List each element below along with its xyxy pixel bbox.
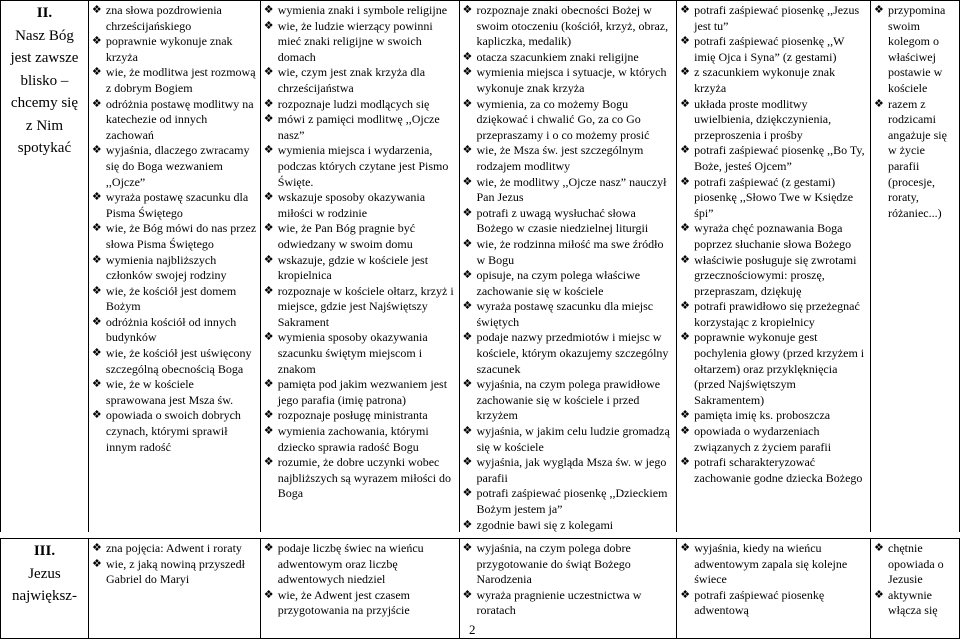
diamond-bullet-icon: ❖: [873, 97, 884, 110]
diamond-bullet-icon: ❖: [91, 542, 102, 554]
requirements-list: [264, 541, 456, 619]
requirements-cell-4: [677, 1, 871, 534]
list-item: [264, 221, 456, 252]
requirements-list: [874, 3, 956, 221]
list-item: [92, 3, 257, 34]
list-item: [463, 424, 674, 455]
requirements-list: [92, 3, 257, 455]
list-item: [92, 221, 257, 252]
diamond-bullet-icon: ❖: [680, 588, 691, 601]
list-item: [264, 284, 456, 331]
diamond-bullet-icon: ❖: [462, 144, 473, 157]
list-item: [463, 3, 674, 50]
list-item: [463, 206, 674, 237]
section-number: III.: [33, 543, 56, 559]
list-item-text: wymienia sposoby okazywania szacunku świętym miejscom i znakom: [277, 330, 428, 376]
list-item-text: wyraża pragnienie uczestnictwa w roratach: [476, 587, 642, 618]
diamond-bullet-icon: ❖: [91, 35, 102, 48]
table-row: [1, 1, 960, 534]
diamond-bullet-icon: ❖: [91, 409, 102, 422]
requirements-cell-4: [677, 539, 871, 639]
list-item: [264, 253, 456, 284]
list-item-text: opowiada o swoich dobrych czynach, którymi sprawił innym radość: [105, 408, 241, 454]
section-title-line: Nasz Bóg: [15, 27, 74, 44]
list-item-text: wyraża postawę szacunku dla Pisma Świętego: [105, 190, 249, 220]
list-item-text: wie, że Msza św. jest szczególnym rodzajem modlitwy: [476, 143, 644, 173]
list-item-text: potrafi zaśpiewać piosenkę ,,W imię Ojca i Syna” (z gestami): [694, 34, 845, 64]
list-item: [264, 424, 456, 455]
diamond-bullet-icon: ❖: [680, 300, 691, 313]
diamond-bullet-icon: ❖: [462, 542, 473, 554]
list-item: [680, 455, 867, 486]
list-item: [92, 97, 257, 144]
diamond-bullet-icon: ❖: [263, 284, 274, 297]
list-item-text: wie, że Pan Bóg pragnie być odwiedzany w swoim domu: [277, 221, 416, 251]
list-item-text: opowiada o wydarzeniach związanych z życiem parafii: [694, 424, 832, 454]
diamond-bullet-icon: ❖: [91, 191, 102, 204]
diamond-bullet-icon: ❖: [462, 518, 473, 531]
section-title-line: blisko –: [20, 72, 69, 89]
list-item: [92, 377, 257, 408]
list-item: [92, 315, 257, 346]
list-item: [463, 541, 674, 588]
list-item-text: zna pojęcia: Adwent i roraty: [105, 541, 242, 555]
diamond-bullet-icon: ❖: [263, 542, 274, 554]
diamond-bullet-icon: ❖: [462, 456, 473, 469]
diamond-bullet-icon: ❖: [91, 557, 102, 570]
diamond-bullet-icon: ❖: [462, 66, 473, 79]
diamond-bullet-icon: ❖: [462, 378, 473, 391]
list-item: [264, 408, 456, 424]
list-item-text: wyjaśnia, kiedy na wieńcu adwentowym zapala się kolejne świece: [694, 541, 848, 587]
requirements-list: [92, 541, 257, 588]
diamond-bullet-icon: ❖: [263, 113, 274, 126]
requirements-cell-1: [88, 539, 260, 639]
list-item: [264, 588, 456, 619]
list-item-text: chętnie opowiada o Jezusie: [888, 541, 944, 587]
list-item: [463, 65, 674, 96]
diamond-bullet-icon: ❖: [462, 4, 473, 16]
list-item-text: wymienia, za co możemy Bogu dziękować i chwalić Go, za co Go przepraszamy i o co możemy prosić: [476, 96, 650, 142]
diamond-bullet-icon: ❖: [462, 237, 473, 250]
list-item: [92, 65, 257, 96]
list-item: [92, 284, 257, 315]
list-item: [463, 486, 674, 517]
diamond-bullet-icon: ❖: [91, 66, 102, 79]
list-item-text: właściwie posługuje się zwrotami grzecznościowymi: proszę, przepraszam, dziękuję: [694, 252, 857, 298]
list-item: [463, 330, 674, 377]
list-item: [264, 143, 456, 190]
list-item: [264, 541, 456, 588]
requirements-list: [680, 541, 867, 619]
list-item-text: wskazuje, gdzie w kościele jest kropielnica: [277, 252, 429, 283]
list-item: [264, 190, 456, 221]
list-item-text: odróżnia postawę modlitwy na katechezie od innych zachowań: [105, 96, 254, 142]
diamond-bullet-icon: ❖: [91, 315, 102, 328]
diamond-bullet-icon: ❖: [263, 425, 274, 438]
section-title-line: Jezus: [28, 565, 61, 582]
diamond-bullet-icon: ❖: [263, 456, 274, 469]
list-item-text: wie, że modlitwy ,,Ojcze nasz” nauczył Pan Jezus: [476, 174, 667, 205]
list-item: [264, 455, 456, 502]
requirements-cell-5: [870, 1, 959, 534]
requirements-cell-5: [871, 539, 960, 639]
diamond-bullet-icon: ❖: [263, 253, 274, 266]
list-item: [463, 518, 674, 534]
list-item: [463, 299, 674, 330]
diamond-bullet-icon: ❖: [680, 222, 691, 235]
section-number: II.: [36, 5, 53, 21]
section-title-cell: [1, 1, 89, 534]
diamond-bullet-icon: ❖: [680, 175, 691, 188]
list-item: [264, 330, 456, 377]
diamond-bullet-icon: ❖: [263, 331, 274, 344]
requirements-list: [264, 3, 456, 502]
diamond-bullet-icon: ❖: [91, 378, 102, 391]
diamond-bullet-icon: ❖: [263, 191, 274, 204]
requirements-list: [680, 3, 867, 486]
list-item: [874, 97, 956, 222]
diamond-bullet-icon: ❖: [91, 253, 102, 266]
list-item: [463, 268, 674, 299]
diamond-bullet-icon: ❖: [462, 300, 473, 313]
list-item: [680, 588, 867, 619]
list-item-text: z szacunkiem wykonuje znak krzyża: [694, 65, 836, 95]
list-item: [680, 408, 867, 424]
diamond-bullet-icon: ❖: [91, 4, 102, 16]
list-item: [874, 3, 956, 97]
list-item: [874, 541, 956, 588]
diamond-bullet-icon: ❖: [91, 222, 102, 235]
list-item: [463, 50, 674, 66]
diamond-bullet-icon: ❖: [91, 144, 102, 157]
list-item-text: potrafi z uwagą wysłuchać słowa Bożego w czasie niedzielnej liturgii: [476, 205, 649, 236]
list-item-text: razem z rodzicami angażuje się w życie parafii (procesje, roraty, różaniec...): [887, 96, 947, 220]
list-item-text: poprawnie wykonuje gest pochylenia głowy (przed krzyżem i ołtarzem) oraz przyklęknięcia (przed Najświętszym Sakramentem): [694, 330, 865, 407]
diamond-bullet-icon: ❖: [680, 409, 691, 422]
list-item-text: wie, z jaką nowiną przyszedł Gabriel do Maryi: [105, 556, 245, 587]
list-item-text: wyraża postawę szacunku dla miejsc świętych: [476, 299, 654, 329]
list-item-text: odróżnia kościół od innych budynków: [105, 314, 237, 345]
diamond-bullet-icon: ❖: [874, 542, 884, 554]
list-item: [463, 175, 674, 206]
requirements-cell-1: [88, 1, 260, 534]
list-item-text: wyraża chęć poznawania Boga poprzez słuchanie słowa Bożego: [694, 221, 852, 251]
diamond-bullet-icon: ❖: [263, 66, 274, 79]
list-item-text: wie, że modlitwa jest rozmową z dobrym Bogiem: [105, 65, 256, 95]
page-number: 2: [469, 622, 476, 637]
list-item-text: zna słowa pozdrowienia chrześcijańskiego: [105, 3, 222, 33]
requirements-list: [463, 3, 674, 533]
diamond-bullet-icon: ❖: [462, 425, 473, 438]
list-item-text: wie, że Bóg mówi do nas przez słowa Pisma Świętego: [105, 221, 257, 251]
diamond-bullet-icon: ❖: [680, 66, 691, 79]
section-iii-table: [0, 538, 960, 639]
list-item: [680, 221, 867, 252]
list-item: [680, 65, 867, 96]
list-item-text: wyjaśnia, jak wygląda Msza św. w jego parafii: [476, 455, 667, 485]
list-item-text: rozpoznaje w kościele ołtarz, krzyż i miejsce, gdzie jest Najświętszy Sakrament: [277, 283, 454, 329]
diamond-bullet-icon: ❖: [91, 97, 102, 110]
list-item: [680, 424, 867, 455]
list-item: [680, 97, 867, 144]
diamond-bullet-icon: ❖: [462, 331, 473, 344]
list-item: [680, 175, 867, 222]
list-item: [463, 237, 674, 268]
list-item-text: wyjaśnia, na czym polega prawidłowe zachowanie się w kościele i przed krzyżem: [476, 377, 661, 423]
list-item-text: podaje nazwy przedmiotów i miejsc w kościele, którym okazujemy szczególny szacunek: [476, 330, 669, 376]
list-item-text: potrafi zaśpiewać piosenkę ,,Jezus jest tu”: [694, 3, 860, 33]
list-item-text: wie, że Adwent jest czasem przygotowania na przyjście: [277, 587, 411, 618]
list-item-text: wskazuje sposoby okazywania miłości w rodzinie: [277, 190, 426, 220]
list-item: [92, 143, 257, 190]
diamond-bullet-icon: ❖: [263, 144, 274, 157]
list-item: [264, 377, 456, 408]
list-item-text: otacza szacunkiem znaki religijne: [476, 49, 639, 64]
diamond-bullet-icon: ❖: [91, 347, 102, 360]
list-item-text: wyjaśnia, w jakim celu ludzie gromadzą się w kościele: [476, 424, 670, 454]
list-item-text: poprawnie wykonuje znak krzyża: [105, 34, 233, 64]
list-item: [264, 112, 456, 143]
list-item-text: opisuje, na czym polega właściwe zachowanie się w kościele: [476, 268, 641, 298]
diamond-bullet-icon: ❖: [680, 4, 691, 16]
list-item-text: wymienia zachowania, którymi dziecko sprawia radość Bogu: [277, 424, 429, 454]
diamond-bullet-icon: ❖: [680, 253, 691, 266]
list-item-text: wie, że ludzie wierzący powinni mieć znaki religijne w swoich domach: [277, 18, 433, 64]
section-title-line: z Nim: [25, 117, 63, 134]
diamond-bullet-icon: ❖: [680, 331, 691, 344]
section-title-cell: [1, 539, 89, 639]
list-item-text: aktywnie włącza się: [888, 587, 938, 618]
list-item-text: pamięta imię ks. proboszcza: [694, 408, 831, 423]
list-item: [92, 541, 257, 557]
list-item: [680, 541, 867, 588]
requirements-cell-3: [459, 1, 677, 534]
requirements-cell-3: [459, 539, 677, 639]
list-item-text: wymienia najbliższych członków swojej rodziny: [105, 252, 227, 283]
list-item-text: pamięta pod jakim wezwaniem jest jego parafia (imię patrona): [277, 377, 448, 407]
list-item-text: rozpoznaje znaki obecności Bożej w swoim otoczeniu (kościół, krzyż, obraz, kapliczka, medalik): [476, 3, 669, 49]
diamond-bullet-icon: ❖: [680, 542, 691, 554]
diamond-bullet-icon: ❖: [874, 588, 884, 601]
list-item: [463, 143, 674, 174]
diamond-bullet-icon: ❖: [91, 284, 102, 297]
list-item-text: potrafi prawidłowo się przeżegnać korzystając z kropielnicy: [694, 299, 860, 329]
diamond-bullet-icon: ❖: [263, 409, 274, 422]
list-item: [92, 253, 257, 284]
list-item: [680, 299, 867, 330]
list-item-text: mówi z pamięci modlitwę ,,Ojcze nasz”: [277, 112, 440, 142]
list-item: [264, 19, 456, 66]
requirements-cell-2: [260, 539, 459, 639]
diamond-bullet-icon: ❖: [263, 97, 274, 110]
list-item-text: wyjaśnia, dlaczego zwracamy się do Boga wezwaniem ,,Ojcze”: [105, 143, 250, 189]
list-item: [92, 408, 257, 455]
list-item: [680, 34, 867, 65]
list-item: [463, 588, 674, 619]
list-item-text: potrafi zaśpiewać piosenkę ,,Dzieckiem Bożym jestem ja”: [476, 486, 668, 516]
list-item-text: rozumie, że dobre uczynki wobec najbliższych są wyrazem miłości do Boga: [277, 455, 452, 501]
diamond-bullet-icon: ❖: [462, 206, 473, 219]
diamond-bullet-icon: ❖: [263, 378, 274, 391]
list-item-text: potrafi zaśpiewać piosenkę ,,Bo Ty, Boże, jesteś Ojcem”: [694, 143, 865, 173]
list-item-text: rozpoznaje posługę ministranta: [277, 408, 428, 423]
list-item: [92, 190, 257, 221]
list-item-text: wie, że kościół jest uświęcony szczególną obecnością Boga: [105, 346, 252, 376]
table-row: [1, 539, 960, 639]
list-item-text: wie, że rodzinna miłość ma swe źródło w Bogu: [476, 236, 664, 267]
list-item-text: wymienia miejsca i sytuacje, w których wykonuje znak krzyża: [476, 65, 667, 95]
requirements-cell-2: [260, 1, 459, 534]
diamond-bullet-icon: ❖: [462, 97, 473, 110]
section-title-line: największ-: [11, 588, 77, 604]
list-item-text: układa proste modlitwy uwielbienia, dziękczynienia, przeproszenia i prośby: [694, 96, 832, 142]
list-item-text: podaje liczbę świec na wieńcu adwentowym oraz liczbę adwentowych niedziel: [277, 541, 424, 587]
list-item: [463, 377, 674, 424]
diamond-bullet-icon: ❖: [680, 97, 691, 110]
list-item-text: potrafi scharakteryzować zachowanie godne dziecka Bożego: [694, 455, 863, 485]
diamond-bullet-icon: ❖: [462, 487, 473, 500]
list-item-text: potrafi zaśpiewać (z gestami) piosenkę ,,Słowo Twe w Księdze śpi”: [694, 174, 854, 220]
list-item: [680, 253, 867, 300]
section-title-line: spotykać: [17, 140, 72, 156]
list-item: [680, 330, 867, 408]
list-item: [874, 588, 956, 619]
list-item-text: zgodnie bawi się z kolegami: [476, 517, 614, 532]
diamond-bullet-icon: ❖: [462, 50, 473, 63]
requirements-list: [874, 541, 956, 619]
list-item: [92, 34, 257, 65]
list-item: [92, 346, 257, 377]
diamond-bullet-icon: ❖: [462, 269, 473, 282]
list-item: [92, 557, 257, 588]
list-item-text: wymienia miejsca i wydarzenia, podczas których czytane jest Pismo Święte.: [277, 143, 449, 189]
list-item-text: rozpoznaje ludzi modlących się: [277, 96, 430, 111]
list-item-text: wyjaśnia, na czym polega dobre przygotowanie do świąt Bożego Narodzenia: [476, 541, 631, 587]
list-item-text: wie, że w kościele sprawowana jest Msza św.: [105, 377, 234, 407]
diamond-bullet-icon: ❖: [680, 456, 691, 469]
diamond-bullet-icon: ❖: [680, 425, 691, 438]
list-item-text: przypomina swoim kolegom o właściwej postawie w kościele: [887, 3, 946, 95]
list-item: [463, 97, 674, 144]
diamond-bullet-icon: ❖: [680, 144, 691, 157]
list-item: [680, 3, 867, 34]
list-item: [264, 3, 456, 19]
diamond-bullet-icon: ❖: [462, 175, 473, 188]
requirements-list: [463, 541, 674, 619]
list-item-text: wie, że kościół jest domem Bożym: [105, 283, 237, 314]
list-item: [264, 97, 456, 113]
list-item: [463, 455, 674, 486]
list-item: [264, 65, 456, 96]
diamond-bullet-icon: ❖: [680, 35, 691, 48]
list-item-text: wymienia znaki i symbole religijne: [277, 3, 448, 17]
diamond-bullet-icon: ❖: [263, 588, 274, 601]
diamond-bullet-icon: ❖: [462, 588, 473, 601]
section-title-line: jest zawsze: [10, 50, 79, 66]
diamond-bullet-icon: ❖: [873, 4, 884, 16]
diamond-bullet-icon: ❖: [263, 222, 274, 235]
diamond-bullet-icon: ❖: [263, 4, 274, 16]
list-item: [680, 143, 867, 174]
section-title-line: chcemy się: [10, 95, 78, 111]
diamond-bullet-icon: ❖: [263, 19, 274, 32]
list-item-text: potrafi zaśpiewać piosenkę adwentową: [694, 587, 825, 618]
list-item-text: wie, czym jest znak krzyża dla chrześcijaństwa: [277, 65, 426, 95]
